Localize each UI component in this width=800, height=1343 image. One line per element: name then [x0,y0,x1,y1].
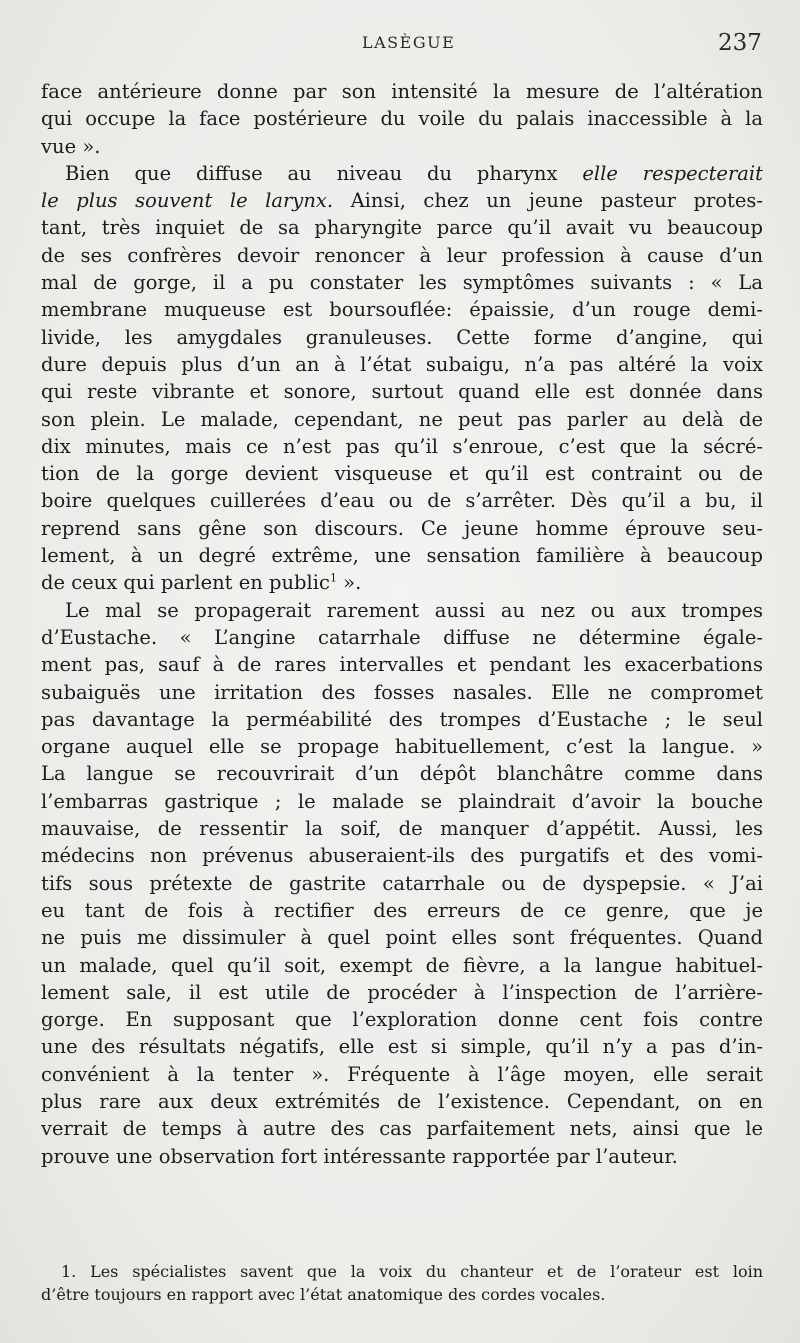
text-line: membrane muqueuse est boursouflée: épaissie, d’un rouge demi- [41,298,763,322]
text-line [41,569,763,596]
text-line: face antérieure donne par son intensité la mesure de l’altération [41,80,763,103]
text-line: médecins non prévenus abuseraient-ils des purgatifs et des vomi- [41,844,763,868]
text-line: eu tant de fois à rectifier des erreurs de ce genre, que je [41,898,763,922]
text-line: ment pas, sauf à de rares intervalles et pendant les exacerbations [41,653,763,677]
footnote-line: d’être toujours en rapport avec l’état anatomique des cordes vocales. [41,1285,606,1304]
text-line: plus rare aux deux extrémités de l’existence. Cependant, on en [41,1089,763,1113]
text-line: qui reste vibrante et sonore, surtout quand elle est donnée dans [41,380,763,404]
text-line: dure depuis plus d’un an à l’état subaigu, n’a pas altéré la voix [41,352,763,376]
footnote-line [41,1260,763,1283]
text-line: mal de gorge, il a pu constater les symptômes suivants : « La [41,271,763,295]
text-line: un malade, quel qu’il soit, exempt de fièvre, a la langue habituel- [41,953,763,977]
body-text [41,78,763,1223]
text-line: qui occupe la face postérieure du voile du palais inaccessible à la [41,107,763,131]
text-line: tifs sous prétexte de gastrite catarrhale ou de dyspepsie. « J’ai [41,871,763,895]
text-line: organe auquel elle se propage habituellement, c’est la langue. » [41,735,763,759]
text-line: gorge. En supposant que l’exploration donne cent fois contre [41,1008,763,1032]
text-line: tion de la gorge devient visqueuse et qu’il est contraint ou de [41,462,763,486]
text-run: Bien que diffuse au niveau du pharynx [65,161,583,185]
text-line: convénient à la tenter ». Fréquente à l’âge moyen, elle serait [41,1062,763,1086]
running-title: LASÈGUE [362,33,456,52]
text-run: Ainsi, chez un jeune pasteur protes- [333,189,763,213]
text-line [41,187,763,214]
text-line: lement, à un degré extrême, une sensation familière à beaucoup [41,544,763,568]
text-line: reprend sans gêne son discours. Ce jeune homme éprouve seu- [41,516,763,540]
text-run: ». [336,571,362,595]
text-line: livide, les amygdales granuleuses. Cette forme d’angine, qui [41,325,763,349]
text-line: pas davantage la perméabilité des trompes d’Eustache ; le seul [41,707,763,731]
text-line: lement sale, il est utile de procéder à l’inspection de l’arrière- [41,980,763,1004]
text-line: verrait de temps à autre des cas parfaitement nets, ainsi que le [41,1117,763,1141]
page-number: 237 [718,30,762,56]
text-line: d’Eustache. « L’angine catarrhale diffuse ne détermine égale- [41,625,763,649]
text-line: mauvaise, de ressentir la soif, de manquer d’appétit. Aussi, les [41,817,763,841]
text-line: La langue se recouvrirait d’un dépôt blanchâtre comme dans [41,762,763,786]
text-line: l’embarras gastrique ; le malade se plaindrait d’avoir la bouche [41,789,763,813]
text-run: de ceux qui parlent en public [41,571,330,595]
footnote-number: 1. [61,1262,77,1281]
text-line: vue ». [41,134,101,158]
italic-run: le plus souvent le larynx. [41,189,334,213]
text-line: dix minutes, mais ce n’est pas qu’il s’enroue, c’est que la sécré- [41,434,763,458]
text-line: une des résultats négatifs, elle est si simple, qu’il n’y a pas d’in- [41,1035,763,1059]
text-line: boire quelques cuillerées d’eau ou de s’arrêter. Dès qu’il a bu, il [41,489,763,513]
footnote [41,1260,763,1306]
text-line: subaiguës une irritation des fosses nasales. Elle ne compromet [41,680,763,704]
text-line: son plein. Le malade, cependant, ne peut pas parler au delà de [41,407,763,431]
text-line [41,160,763,187]
footnote-reference[interactable]: 1 [329,571,337,585]
text-line: Le mal se propagerait rarement aussi au nez ou aux trompes [65,598,763,622]
footnote-text: Les spécialistes savent que la voix du chanteur et de l’orateur est loin [76,1262,763,1281]
text-line: prouve une observation fort intéressante rapportée par l’auteur. [41,1144,678,1168]
text-line: de ses confrères devoir renoncer à leur profession à cause d’un [41,243,763,267]
running-head [0,30,800,60]
text-line: tant, très inquiet de sa pharyngite parce qu’il avait vu beaucoup [41,216,763,240]
italic-run: elle respecterait [582,161,763,185]
text-line: ne puis me dissimuler à quel point elles sont fréquentes. Quand [41,926,763,950]
